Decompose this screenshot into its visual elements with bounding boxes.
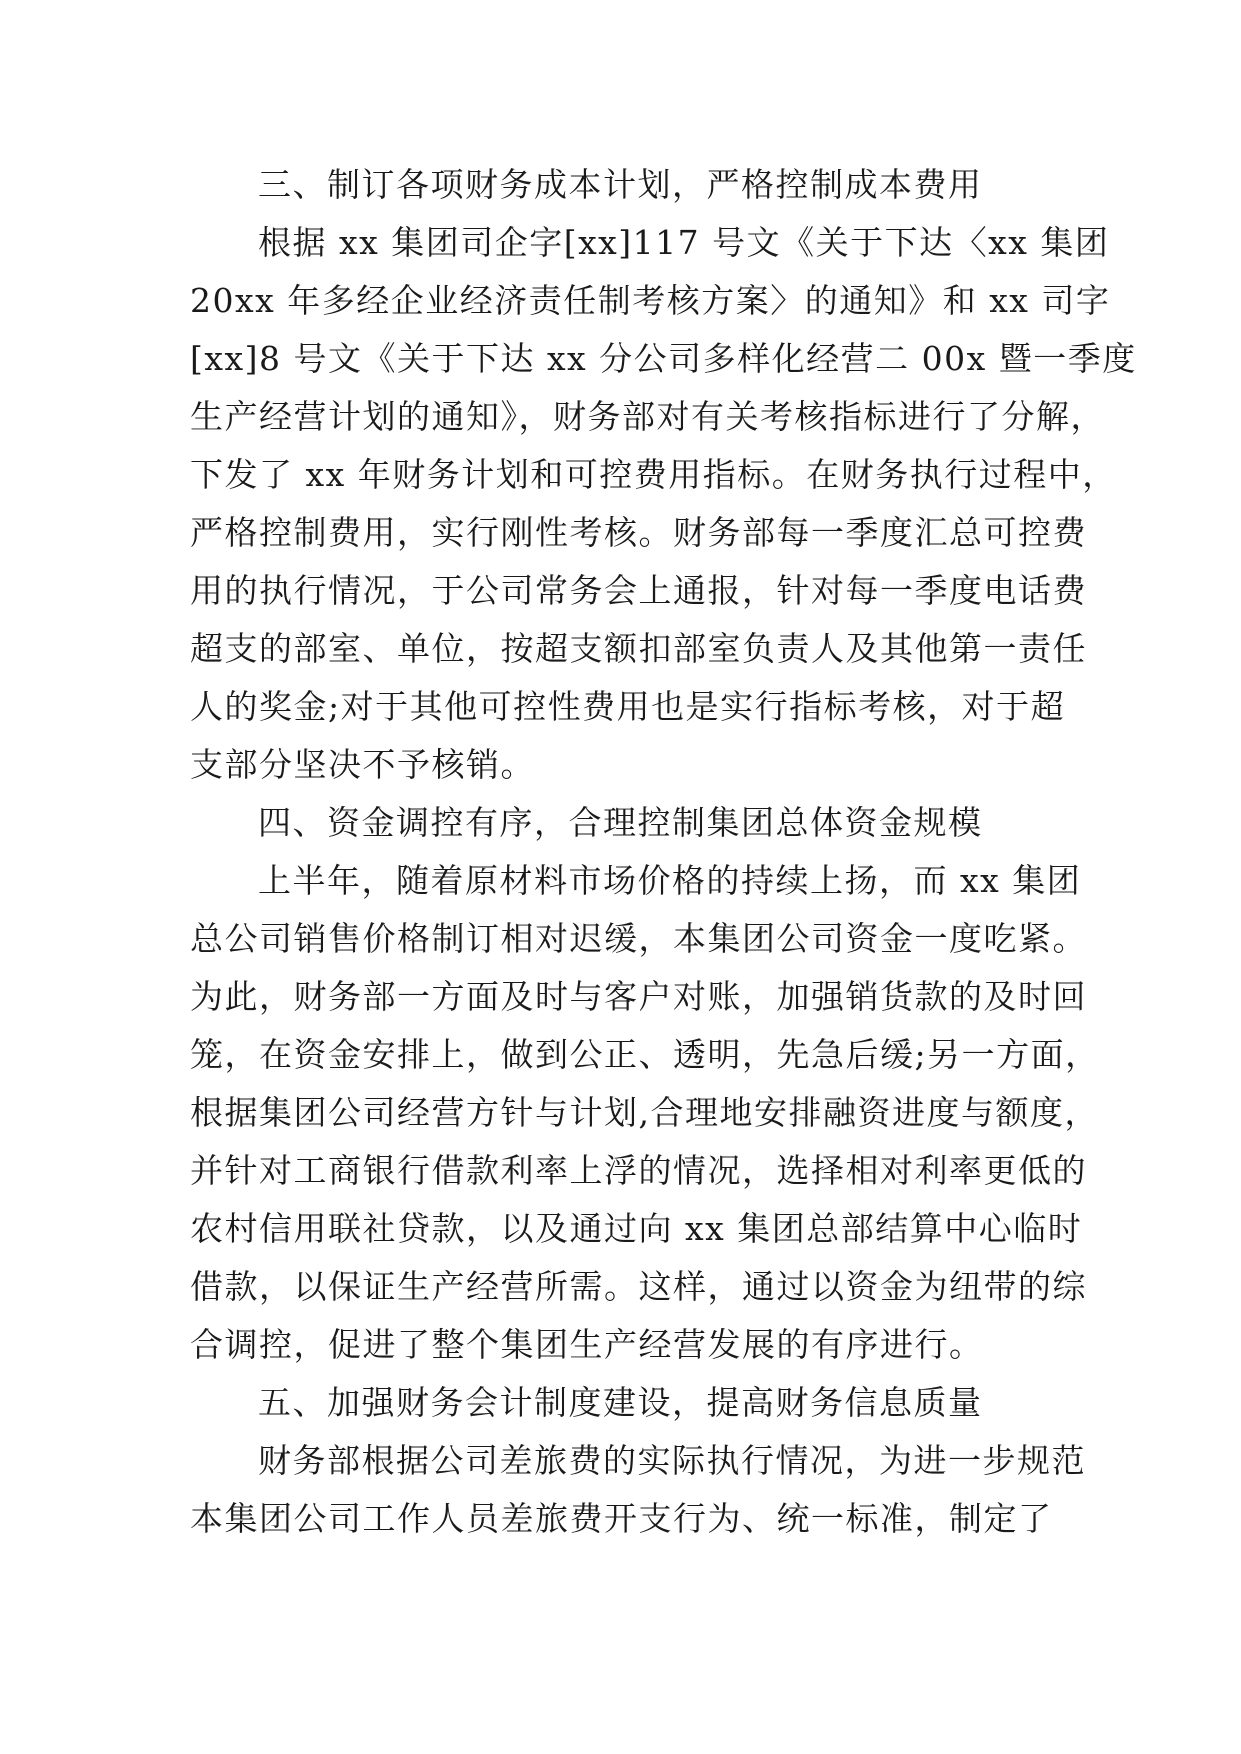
paragraph-line: 根据 xx 集团司企字[xx]117 号文《关于下达〈xx 集团 bbox=[258, 223, 1110, 262]
paragraph-line: 财务部根据公司差旅费的实际执行情况，为进一步规范 bbox=[258, 1441, 1086, 1480]
paragraph-line: 农村信用联社贷款，以及通过向 xx 集团总部结算中心临时 bbox=[190, 1209, 1083, 1248]
paragraph-line: 用的执行情况，于公司常务会上通报，针对每一季度电话费 bbox=[190, 571, 1087, 610]
paragraph-line: 20xx 年多经企业经济责任制考核方案〉的通知》和 xx 司字 bbox=[190, 281, 1111, 320]
paragraph-line: 人的奖金;对于其他可控性费用也是实行指标考核，对于超 bbox=[190, 687, 1066, 726]
paragraph-line: 根据集团公司经营方针与计划,合理地安排融资进度与额度， bbox=[190, 1093, 1099, 1132]
section-heading-3: 三、制订各项财务成本计划，严格控制成本费用 bbox=[258, 165, 983, 204]
paragraph-line: 为此，财务部一方面及时与客户对账，加强销货款的及时回 bbox=[190, 977, 1087, 1016]
section-heading-4: 四、资金调控有序，合理控制集团总体资金规模 bbox=[258, 803, 983, 842]
paragraph-line: 超支的部室、单位，按超支额扣部室负责人及其他第一责任 bbox=[190, 629, 1087, 668]
paragraph-line: 借款，以保证生产经营所需。这样，通过以资金为纽带的综 bbox=[190, 1267, 1087, 1306]
paragraph-line: 笼，在资金安排上，做到公正、透明，先急后缓;另一方面， bbox=[190, 1035, 1100, 1074]
paragraph-line: 生产经营计划的通知》，财务部对有关考核指标进行了分解， bbox=[190, 397, 1105, 436]
paragraph-line: 总公司销售价格制订相对迟缓，本集团公司资金一度吃紧。 bbox=[190, 919, 1087, 958]
paragraph-line: 上半年，随着原材料市场价格的持续上扬，而 xx 集团 bbox=[258, 861, 1082, 900]
paragraph-line: 本集团公司工作人员差旅费开支行为、统一标准，制定了 bbox=[190, 1499, 1053, 1538]
paragraph-line: 严格控制费用，实行刚性考核。财务部每一季度汇总可控费 bbox=[190, 513, 1087, 552]
paragraph-line: 合调控，促进了整个集团生产经营发展的有序进行。 bbox=[190, 1325, 984, 1364]
paragraph-line: 并针对工商银行借款利率上浮的情况，选择相对利率更低的 bbox=[190, 1151, 1087, 1190]
paragraph-line: [xx]8 号文《关于下达 xx 分公司多样化经营二 00x 暨一季度 bbox=[190, 339, 1137, 378]
paragraph-line: 支部分坚决不予核销。 bbox=[190, 745, 535, 784]
section-heading-5: 五、加强财务会计制度建设，提高财务信息质量 bbox=[258, 1383, 983, 1422]
paragraph-line: 下发了 xx 年财务计划和可控费用指标。在财务执行过程中， bbox=[190, 455, 1117, 494]
